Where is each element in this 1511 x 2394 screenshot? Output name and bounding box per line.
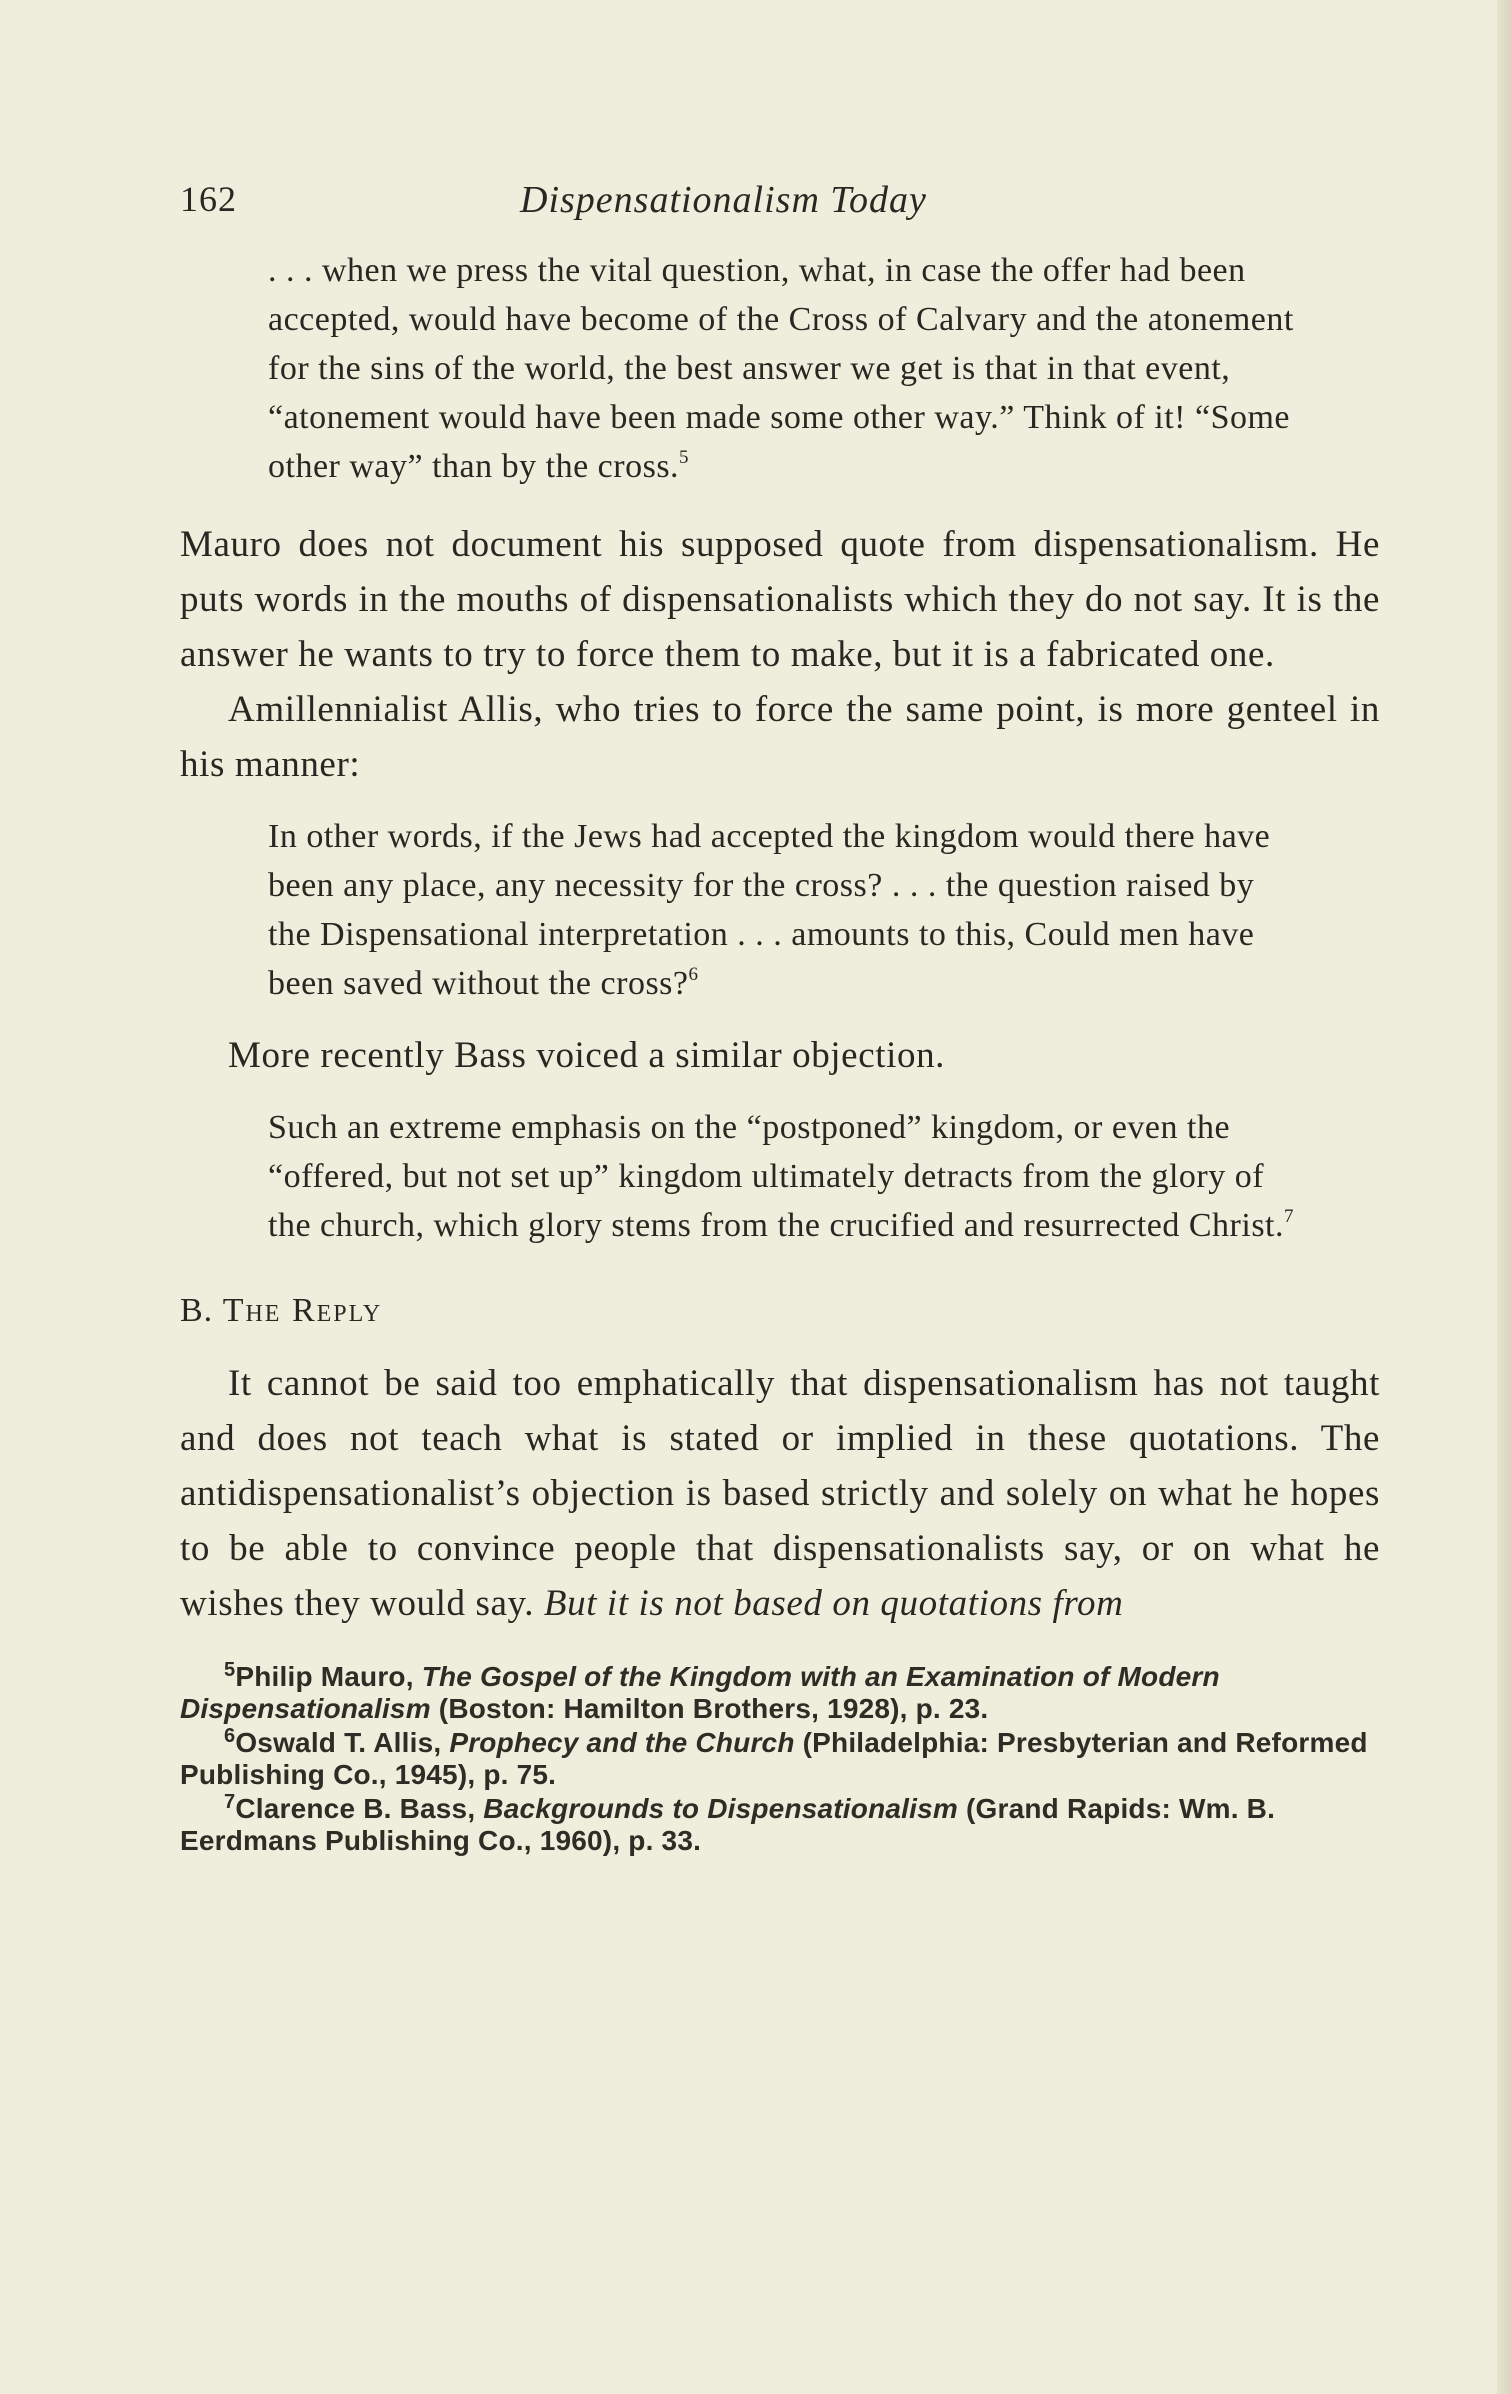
paragraph-reply-text: It cannot be said too emphatically that dispensationalism has not taught and does not teach what is stated or implied in these quotations. The antidispensationalist’s objection is based strictly and solely on what he hopes to be able to convince people that dispensationalists say, or on what he wishes they would say.: [180, 1363, 1380, 1624]
footnote-ref: 7: [1284, 1206, 1295, 1227]
footnote-number: 7: [224, 1791, 236, 1813]
block-quote-bass: [268, 1103, 1298, 1250]
paragraph-reply-emphasis: But it is not based on quotations from: [543, 1583, 1124, 1624]
section-heading: [180, 1292, 1380, 1330]
running-title: Dispensationalism Today: [520, 179, 927, 221]
footnote-number: 5: [224, 1659, 236, 1681]
paragraph-bass: More recently Bass voiced a similar objection.: [228, 1035, 946, 1076]
footnote-author: Clarence B. Bass,: [235, 1793, 476, 1824]
footnote-title: Prophecy and the Church: [449, 1727, 795, 1758]
footnote-6: [180, 1727, 1380, 1791]
page-edge: [1497, 0, 1511, 2394]
footnote-author: Oswald T. Allis,: [235, 1727, 442, 1758]
paragraph-allis: Amillennialist Allis, who tries to force the same point, is more genteel in his manner:: [180, 689, 1380, 785]
footnote-ref: 5: [679, 447, 690, 468]
footnote-title: The Gospel of the Kingdom with an Examination of Modern Dispensationalism: [180, 1661, 1220, 1724]
footnote-title: Backgrounds to Dispensationalism: [483, 1793, 958, 1824]
block-quote-allis: [268, 812, 1298, 1008]
footnote-author: Philip Mauro,: [235, 1661, 414, 1692]
page-content: [180, 170, 1380, 1859]
section-title: The Reply: [222, 1292, 383, 1329]
footnote-publication: (Grand Rapids: Wm. B. Eerdmans Publishing Co., 1960), p. 33.: [180, 1793, 1276, 1856]
footnote-number: 6: [224, 1725, 236, 1747]
section-letter: B.: [180, 1292, 214, 1329]
block-quote-text: . . . when we press the vital question, what, in case the offer had been accepted, would have become of the Cross of Calvary and the atonement for the sins of the world, the best answer we get is that in that event, “atonement would have been made some other way.” Think of it! “Some other way” than by the cross.: [268, 252, 1294, 485]
footnotes: [180, 1661, 1380, 1857]
running-head: [180, 170, 1380, 230]
block-quote-text: In other words, if the Jews had accepted the kingdom would there have been any place, any necessity for the cross? . . . the question raised by the Dispensational interpretation . . . amounts to this, Could men have been saved without the cross?: [268, 818, 1271, 1002]
block-quote-text: Such an extreme emphasis on the “postponed” kingdom, or even the “offered, but not set up” kingdom ultimately detracts from the glory of the church, which glory stems from the crucified and resurrected Christ.: [268, 1109, 1285, 1244]
block-quote-mauro: [268, 246, 1298, 491]
footnote-publication: (Boston: Hamilton Brothers, 1928), p. 23.: [438, 1693, 989, 1724]
paragraph-reply: [180, 1356, 1380, 1631]
paragraph-mauro: Mauro does not document his supposed quote from dispensationalism. He puts words in the mouths of dispensationalists which they do not say. It is the answer he wants to try to force them to make, but it is a fabricated one.: [180, 524, 1380, 675]
footnote-5: [180, 1661, 1380, 1725]
footnote-7: [180, 1793, 1380, 1857]
footnote-ref: 6: [688, 964, 699, 985]
page-number: 162: [180, 179, 237, 219]
footnote-publication: (Philadelphia: Presbyterian and Reformed Publishing Co., 1945), p. 75.: [180, 1727, 1368, 1790]
